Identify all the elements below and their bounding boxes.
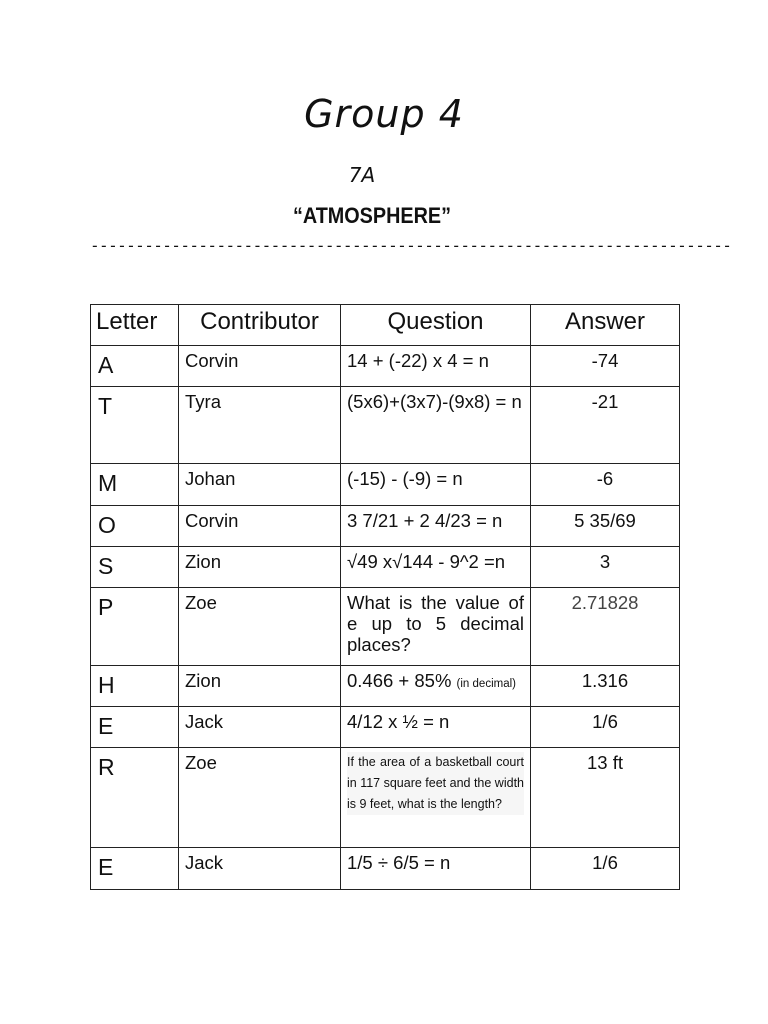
letter-cell: P <box>91 588 179 666</box>
letter-cell: E <box>91 707 179 748</box>
question-cell: 1/5 ÷ 6/5 = n <box>341 848 531 890</box>
page-title: Group 4 <box>304 92 464 136</box>
question-cell: What is the value of e up to 5 decimal places? <box>347 592 524 655</box>
column-header-contributor: Contributor <box>179 305 341 346</box>
letter-cell: R <box>91 748 179 848</box>
answer-cell: 1/6 <box>531 707 680 748</box>
class-label: 7A <box>348 163 376 187</box>
letter-cell: M <box>91 464 179 506</box>
table-row <box>91 464 680 506</box>
contributor-cell: Corvin <box>179 346 341 387</box>
question-cell: 4/12 x ½ = n <box>341 707 531 748</box>
table-row <box>91 346 680 387</box>
answer-cell: 13 ft <box>531 748 680 848</box>
letter-cell: T <box>91 387 179 464</box>
table-row <box>91 707 680 748</box>
question-cell: If the area of a basketball court in 117 square feet and the width is 9 feet, what is the length? <box>347 752 524 815</box>
answer-cell: -6 <box>531 464 680 506</box>
letter-cell: S <box>91 547 179 588</box>
letter-cell: H <box>91 666 179 707</box>
answer-cell: 1/6 <box>531 848 680 890</box>
question-cell: (5x6)+(3x7)-(9x8) = n <box>341 387 531 464</box>
answer-cell: 2.71828 <box>531 588 680 666</box>
question-cell: 0.466 + 85% <box>347 670 452 691</box>
letter-cell: A <box>91 346 179 387</box>
contributor-cell: Corvin <box>179 506 341 547</box>
letter-cell: E <box>91 848 179 890</box>
contributor-cell: Johan <box>179 464 341 506</box>
table-row <box>91 666 680 707</box>
column-header-question: Question <box>341 305 531 346</box>
question-cell: 14 + (-22) x 4 = n <box>341 346 531 387</box>
table-row <box>91 848 680 890</box>
table-row <box>91 748 680 848</box>
answer-cell: -21 <box>531 387 680 464</box>
question-note: (in decimal) <box>456 678 516 690</box>
contributor-cell: Zoe <box>179 748 341 848</box>
dashed-divider: ----------------------------------------------------------------------- <box>90 236 732 255</box>
contributor-cell: Zion <box>179 547 341 588</box>
question-cell: √49 x√144 - 9^2 =n <box>341 547 531 588</box>
column-header-letter: Letter <box>91 305 179 346</box>
answer-cell: 5 35/69 <box>531 506 680 547</box>
answer-cell: -74 <box>531 346 680 387</box>
answer-cell: 1.316 <box>531 666 680 707</box>
question-cell: (-15) - (-9) = n <box>341 464 531 506</box>
contributor-cell: Zion <box>179 666 341 707</box>
contributor-cell: Zoe <box>179 588 341 666</box>
table-row <box>91 387 680 464</box>
contributor-cell: Jack <box>179 707 341 748</box>
letter-cell: O <box>91 506 179 547</box>
column-header-answer: Answer <box>531 305 680 346</box>
table-row <box>91 547 680 588</box>
contributor-cell: Tyra <box>179 387 341 464</box>
puzzle-table <box>90 304 680 890</box>
table-row <box>91 506 680 547</box>
question-cell: 3 7/21 + 2 4/23 = n <box>341 506 531 547</box>
answer-cell: 3 <box>531 547 680 588</box>
theme-word: “ATMOSPHERE” <box>292 203 452 228</box>
table-header-row <box>91 305 680 346</box>
table-row <box>91 588 680 666</box>
contributor-cell: Jack <box>179 848 341 890</box>
